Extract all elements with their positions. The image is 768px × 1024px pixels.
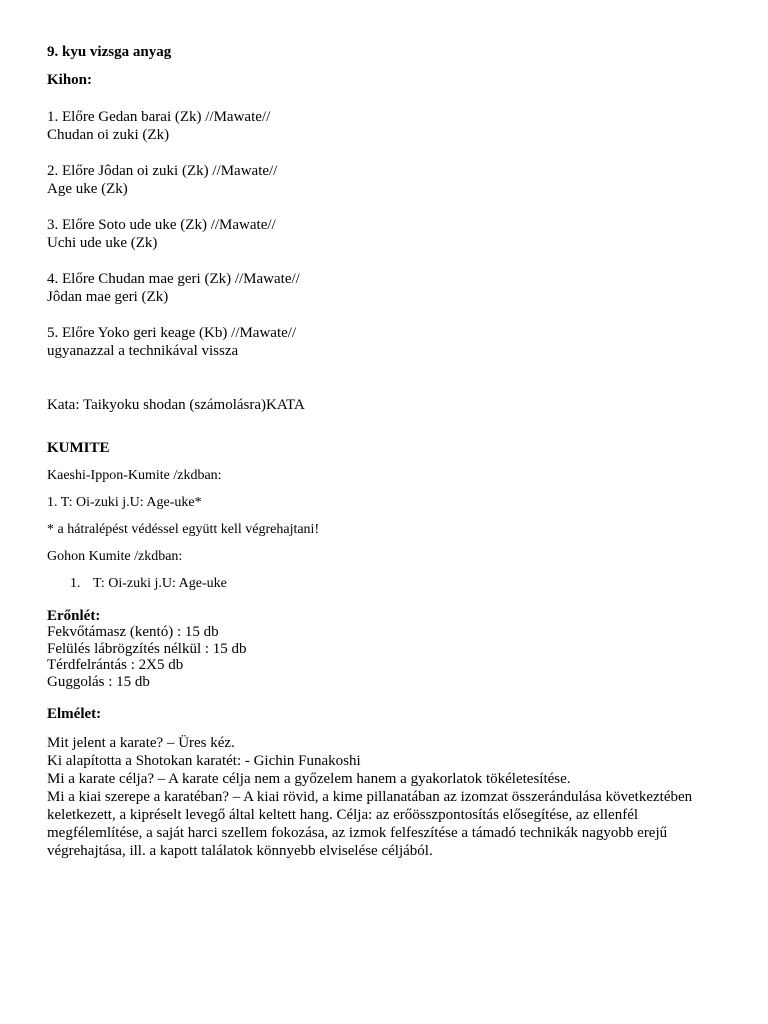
elmelet-line: Ki alapította a Shotokan karatét: - Gichin Funakoshi [47, 753, 361, 769]
kihon-item-line: 5. Előre Yoko geri keage (Kb) //Mawate// [47, 325, 297, 341]
kaeshi-note: * a hátralépést védéssel együtt kell végrehajtani! [47, 522, 320, 537]
elmelet-line: Mi a kiai szerepe a karatéban? – A kiai rövid, a kime pillanatában az izomzat összerándulása következtében keletkezett, a kipréselt levegő által keltett hang. Célja: az erőösszpontosítás elősegítése, az ellenfél megfélemlítése, a saját harci szellem fokozása, az izmok felfeszítése a támadó technikák nagyobb erejű végrehajtása, ill. a kapott találatok könnyebb elviselése céljából. [47, 789, 693, 859]
kihon-item-line: 2. Előre Jôdan oi zuki (Zk) //Mawate// [47, 163, 278, 179]
kihon-item [47, 108, 727, 144]
kihon-item [47, 216, 727, 252]
kihon-item [47, 162, 727, 198]
kihon-item [47, 324, 727, 360]
kihon-item-line: Uchi ude uke (Zk) [47, 235, 158, 251]
kumite-heading: KUMITE [47, 440, 110, 456]
eronlet-line: Felülés lábrögzítés nélkül : 15 db [47, 640, 247, 657]
kaeshi-title: Kaeshi-Ippon-Kumite /zkdban: [47, 468, 222, 483]
gohon-list-marker: 1. [70, 576, 81, 591]
kata-line: Kata: Taikyoku shodan (számolásra)KATA [47, 397, 305, 413]
elmelet-heading: Elmélet: [47, 706, 102, 722]
eronlet-list [47, 624, 727, 690]
kihon-heading: Kihon: [47, 72, 93, 88]
kihon-item-line: 3. Előre Soto ude uke (Zk) //Mawate// [47, 217, 276, 233]
kihon-item [47, 270, 727, 306]
eronlet-line: Térdfelrántás : 2X5 db [47, 657, 184, 673]
gohon-list-item [47, 575, 727, 592]
kihon-item-line: 4. Előre Chudan mae geri (Zk) //Mawate// [47, 271, 300, 287]
eronlet-line: Fekvőtámasz (kentó) : 15 db [47, 624, 219, 640]
eronlet-heading: Erőnlét: [47, 608, 101, 624]
gohon-list-text: T: Oi-zuki j.U: Age-uke [93, 576, 227, 591]
gohon-title: Gohon Kumite /zkdban: [47, 549, 183, 564]
kaeshi-item: 1. T: Oi-zuki j.U: Age-uke* [47, 495, 202, 510]
kihon-item-line: Chudan oi zuki (Zk) [47, 127, 170, 143]
elmelet-text [47, 734, 727, 860]
kihon-list [47, 108, 727, 360]
kihon-item-line: 1. Előre Gedan barai (Zk) //Mawate// [47, 109, 271, 125]
document-page [47, 44, 727, 860]
kihon-item-line: Age uke (Zk) [47, 181, 128, 197]
kihon-item-line: ugyanazzal a technikával vissza [47, 343, 239, 359]
kihon-item-line: Jôdan mae geri (Zk) [47, 289, 169, 305]
eronlet-line: Guggolás : 15 db [47, 673, 150, 690]
elmelet-line: Mi a karate célja? – A karate célja nem a győzelem hanem a gyakorlatok tökéletesítése. [47, 771, 571, 787]
elmelet-line: Mit jelent a karate? – Üres kéz. [47, 735, 235, 751]
document-title: 9. kyu vizsga anyag [47, 44, 172, 60]
